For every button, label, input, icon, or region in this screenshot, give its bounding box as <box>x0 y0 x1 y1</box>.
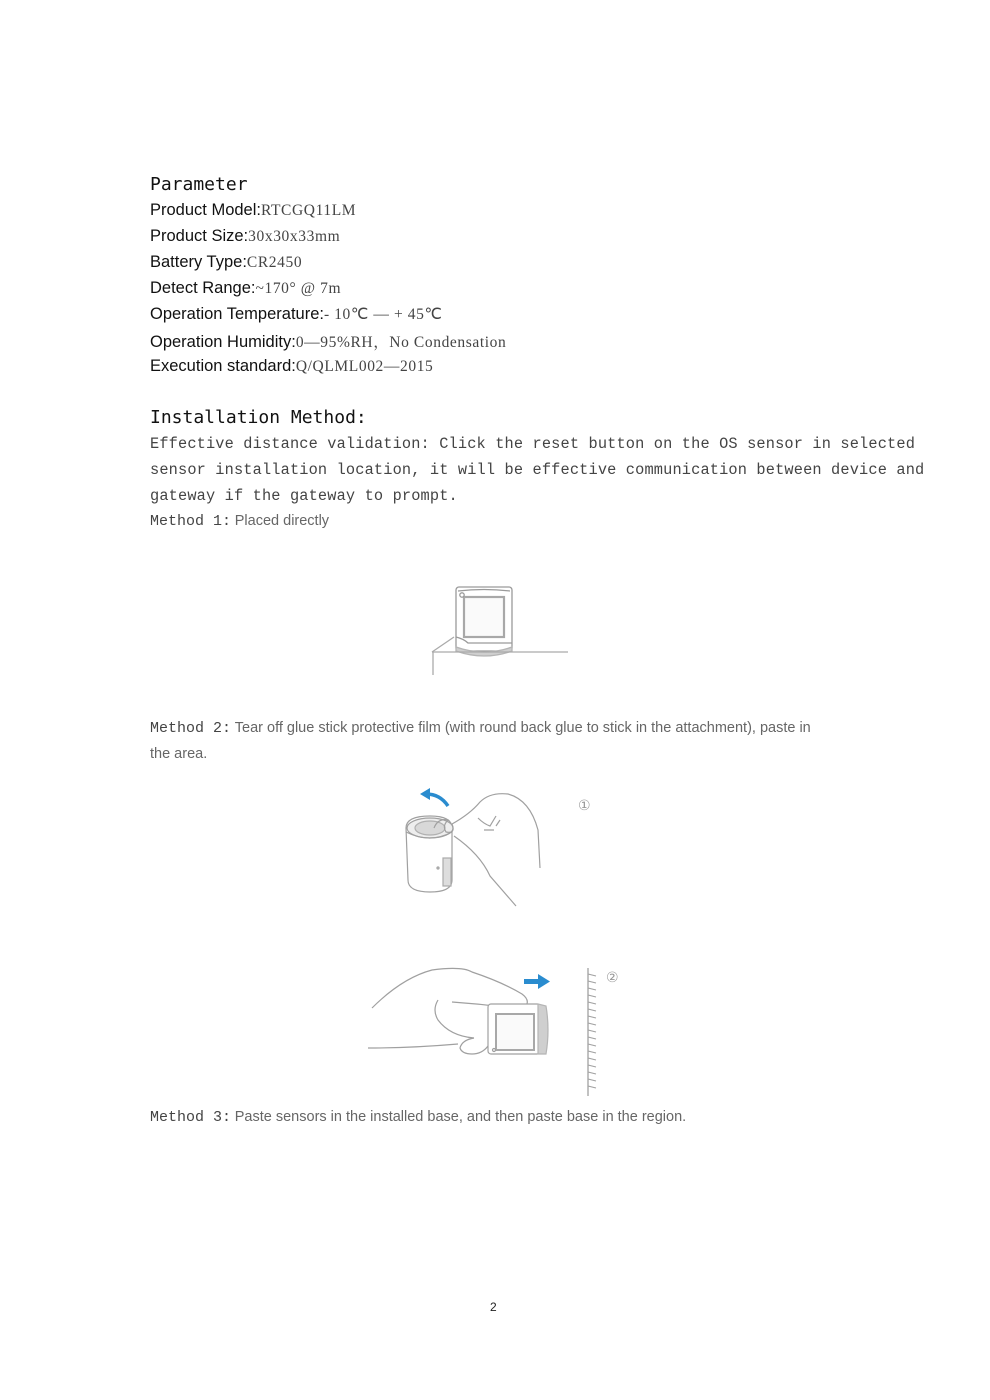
param-row-execution-standard <box>150 356 433 376</box>
installation-heading: Installation Method: <box>150 407 367 428</box>
param-row-operation-temperature <box>150 304 443 324</box>
page-number: 2 <box>490 1300 497 1314</box>
step-1-marker: ① <box>578 798 591 814</box>
step-2-marker: ② <box>606 970 619 986</box>
param-row-product-model <box>150 200 356 220</box>
method-3 <box>150 1109 686 1126</box>
param-row-operation-humidity <box>150 330 506 352</box>
parameter-heading: Parameter <box>150 174 248 195</box>
stick-to-wall-illustration <box>362 960 632 1100</box>
param-label: Execution standard: <box>150 357 296 375</box>
param-label: Operation Humidity: <box>150 333 296 351</box>
param-label: Product Size: <box>150 227 249 245</box>
method-text: Paste sensors in the installed base, and then paste base in the region. <box>234 1109 687 1125</box>
param-label: Detect Range: <box>150 279 256 297</box>
param-value: ~170° @ 7m <box>255 280 342 297</box>
method-text: Tear off glue stick protective film (with round back glue to stick in the attachment), paste in <box>234 720 811 736</box>
param-value: Q/QLML002—2015 <box>295 358 434 375</box>
param-value: 0—95%RH，No Condensation <box>295 334 507 351</box>
method-label: Method 1: <box>150 513 232 530</box>
param-label: Product Model: <box>150 201 261 219</box>
param-value: 30x30x33mm <box>248 228 341 245</box>
method-2 <box>150 720 811 737</box>
method-text: Placed directly <box>234 513 330 529</box>
param-label: Operation Temperature: <box>150 305 324 323</box>
param-row-battery-type <box>150 252 302 272</box>
param-value: RTCGQ11LM <box>260 202 357 219</box>
param-row-product-size <box>150 226 340 246</box>
param-value: - 10℃ — + 45℃ <box>323 306 443 323</box>
param-value: CR2450 <box>246 254 303 271</box>
intro-line: gateway if the gateway to prompt. <box>150 487 458 505</box>
param-row-detect-range <box>150 278 341 298</box>
method-2-continued <box>150 746 207 763</box>
method-text: the area. <box>150 746 208 762</box>
intro-line: sensor installation location, it will be effective communication between device and <box>150 461 925 479</box>
sensor-on-shelf-illustration <box>420 575 580 680</box>
param-label: Battery Type: <box>150 253 247 271</box>
peel-film-illustration <box>390 780 610 915</box>
method-label: Method 2: <box>150 720 232 737</box>
method-1 <box>150 513 329 530</box>
method-label: Method 3: <box>150 1109 232 1126</box>
intro-line: Effective distance validation: Click the reset button on the OS sensor in selected <box>150 435 916 453</box>
